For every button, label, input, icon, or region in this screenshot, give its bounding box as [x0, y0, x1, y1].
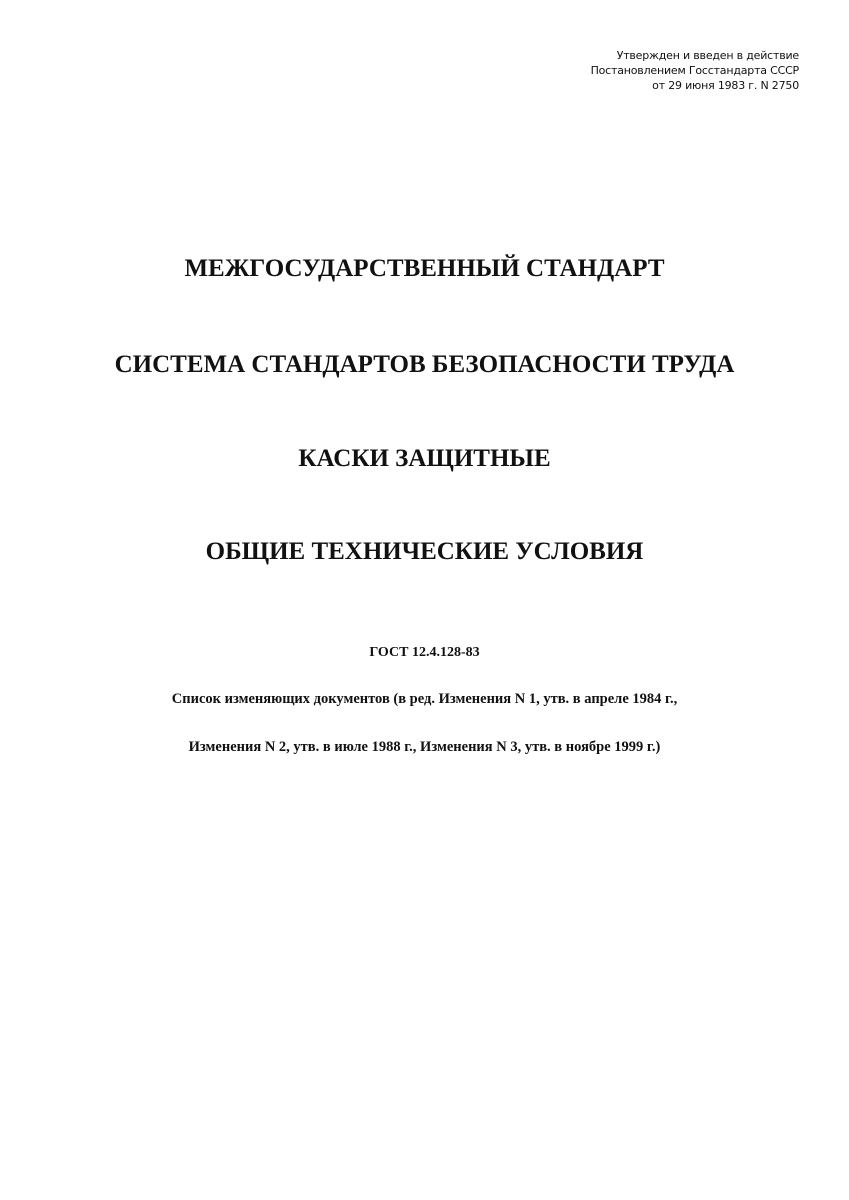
amendments-line: Список изменяющих документов (в ред. Изменения N 1, утв. в апреле 1984 г.,: [171, 691, 678, 707]
interstate-standard-heading: МЕЖГОСУДАРСТВЕННЫЙ СТАНДАРТ: [184, 255, 665, 282]
approval-line: от 29 июня 1983 г. N 2750: [652, 79, 799, 92]
approval-line: Постановлением Госстандарта СССР: [590, 64, 799, 77]
standard-code: ГОСТ 12.4.128-83: [369, 645, 480, 660]
document-subject-heading: КАСКИ ЗАЩИТНЫЕ: [298, 445, 551, 472]
approval-note: [399, 48, 799, 93]
technical-conditions-heading: ОБЩИЕ ТЕХНИЧЕСКИЕ УСЛОВИЯ: [205, 538, 644, 565]
approval-line: Утвержден и введен в действие: [616, 49, 799, 62]
safety-system-heading: СИСТЕМА СТАНДАРТОВ БЕЗОПАСНОСТИ ТРУДА: [114, 351, 735, 378]
amendments-line: Изменения N 2, утв. в июле 1988 г., Изменения N 3, утв. в ноябре 1999 г.): [188, 739, 661, 755]
